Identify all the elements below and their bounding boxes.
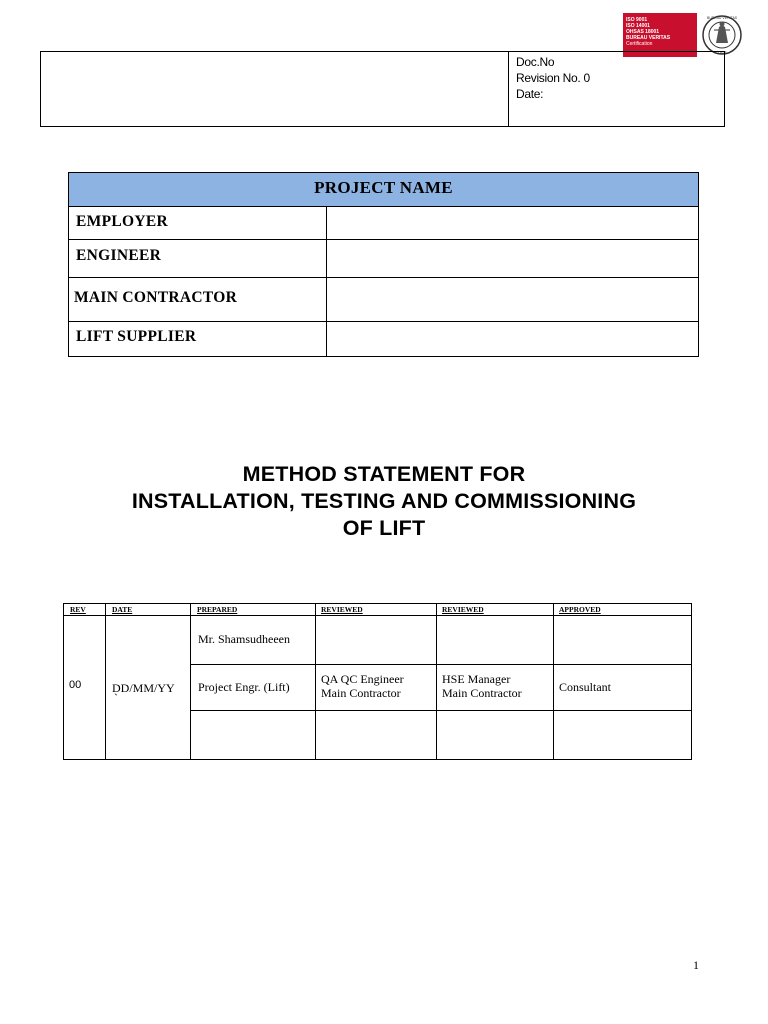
header-prepared: PREPARED (197, 605, 238, 614)
seal-text: BUREAU VERITAS (706, 16, 738, 20)
logo-line-ohsas: OHSAS 18001 (626, 29, 660, 35)
header-reviewed-1: REVIEWED (321, 605, 363, 614)
project-row-employer (69, 207, 698, 240)
logo-line-bureau: BUREAU VERITAS (626, 35, 671, 41)
page-number: 1 (693, 958, 699, 972)
prepared-role: Project Engr. (Lift) (198, 680, 290, 694)
reviewed-2-org: Main Contractor (442, 686, 522, 700)
rev-col-line-5 (553, 604, 554, 759)
rev-col-line-3 (315, 604, 316, 759)
prepared-name: Mr. Shamsudheeen (198, 632, 290, 646)
main-contractor-label: MAIN CONTRACTOR (74, 289, 238, 306)
project-row-lift-supplier (69, 322, 698, 356)
rev-col-line-2 (190, 604, 191, 759)
logo-line-iso9001: ISO 9001 (626, 17, 648, 23)
rev-value: 00 (69, 679, 82, 691)
header-date: DATE (112, 605, 133, 614)
employer-label: EMPLOYER (76, 213, 168, 230)
header-divider (508, 52, 509, 126)
rev-col-line-4 (436, 604, 437, 759)
project-column-divider (326, 207, 327, 356)
reviewed-1-role: QA QC Engineer (321, 672, 404, 686)
reviewed-2-role: HSE Manager (442, 672, 511, 686)
rev-col-line-1 (105, 604, 106, 759)
title-line-2: INSTALLATION, TESTING AND COMMISSIONING (131, 489, 637, 513)
lift-supplier-label: LIFT SUPPLIER (76, 328, 197, 345)
logo-line-cert: Certification (626, 41, 653, 47)
project-row-main-contractor (69, 278, 698, 322)
project-row-engineer (69, 240, 698, 278)
date-mark: ` (114, 691, 118, 705)
rev-row-line-1 (191, 664, 691, 665)
logo-line-iso14001: ISO 14001 (626, 23, 650, 29)
date-label: Date: (516, 87, 544, 101)
title-line-3: OF LIFT (342, 516, 426, 540)
rev-header-line (64, 615, 691, 616)
document-header-box (40, 51, 725, 127)
doc-no-label: Doc.No (516, 55, 555, 69)
revision-label: Revision No. 0 (516, 71, 590, 85)
doc-info (516, 54, 590, 102)
rev-row-line-2 (191, 710, 691, 711)
seal-year: 1828 (717, 49, 727, 55)
header-rev: REV (70, 605, 86, 614)
revision-table (63, 603, 692, 760)
title-line-1: METHOD STATEMENT FOR (242, 462, 526, 486)
project-table (68, 172, 699, 357)
reviewed-1-org: Main Contractor (321, 686, 401, 700)
reviewed-1-cell (321, 672, 404, 700)
engineer-label: ENGINEER (76, 247, 162, 264)
reviewed-2-cell (442, 672, 522, 700)
header-approved: APPROVED (559, 605, 601, 614)
date-cell (112, 681, 175, 705)
date-value: DD/MM/YY (112, 681, 175, 695)
document-title (0, 461, 768, 542)
project-name-heading: PROJECT NAME (69, 173, 698, 207)
header-reviewed-2: REVIEWED (442, 605, 484, 614)
approved-value: Consultant (559, 680, 612, 694)
